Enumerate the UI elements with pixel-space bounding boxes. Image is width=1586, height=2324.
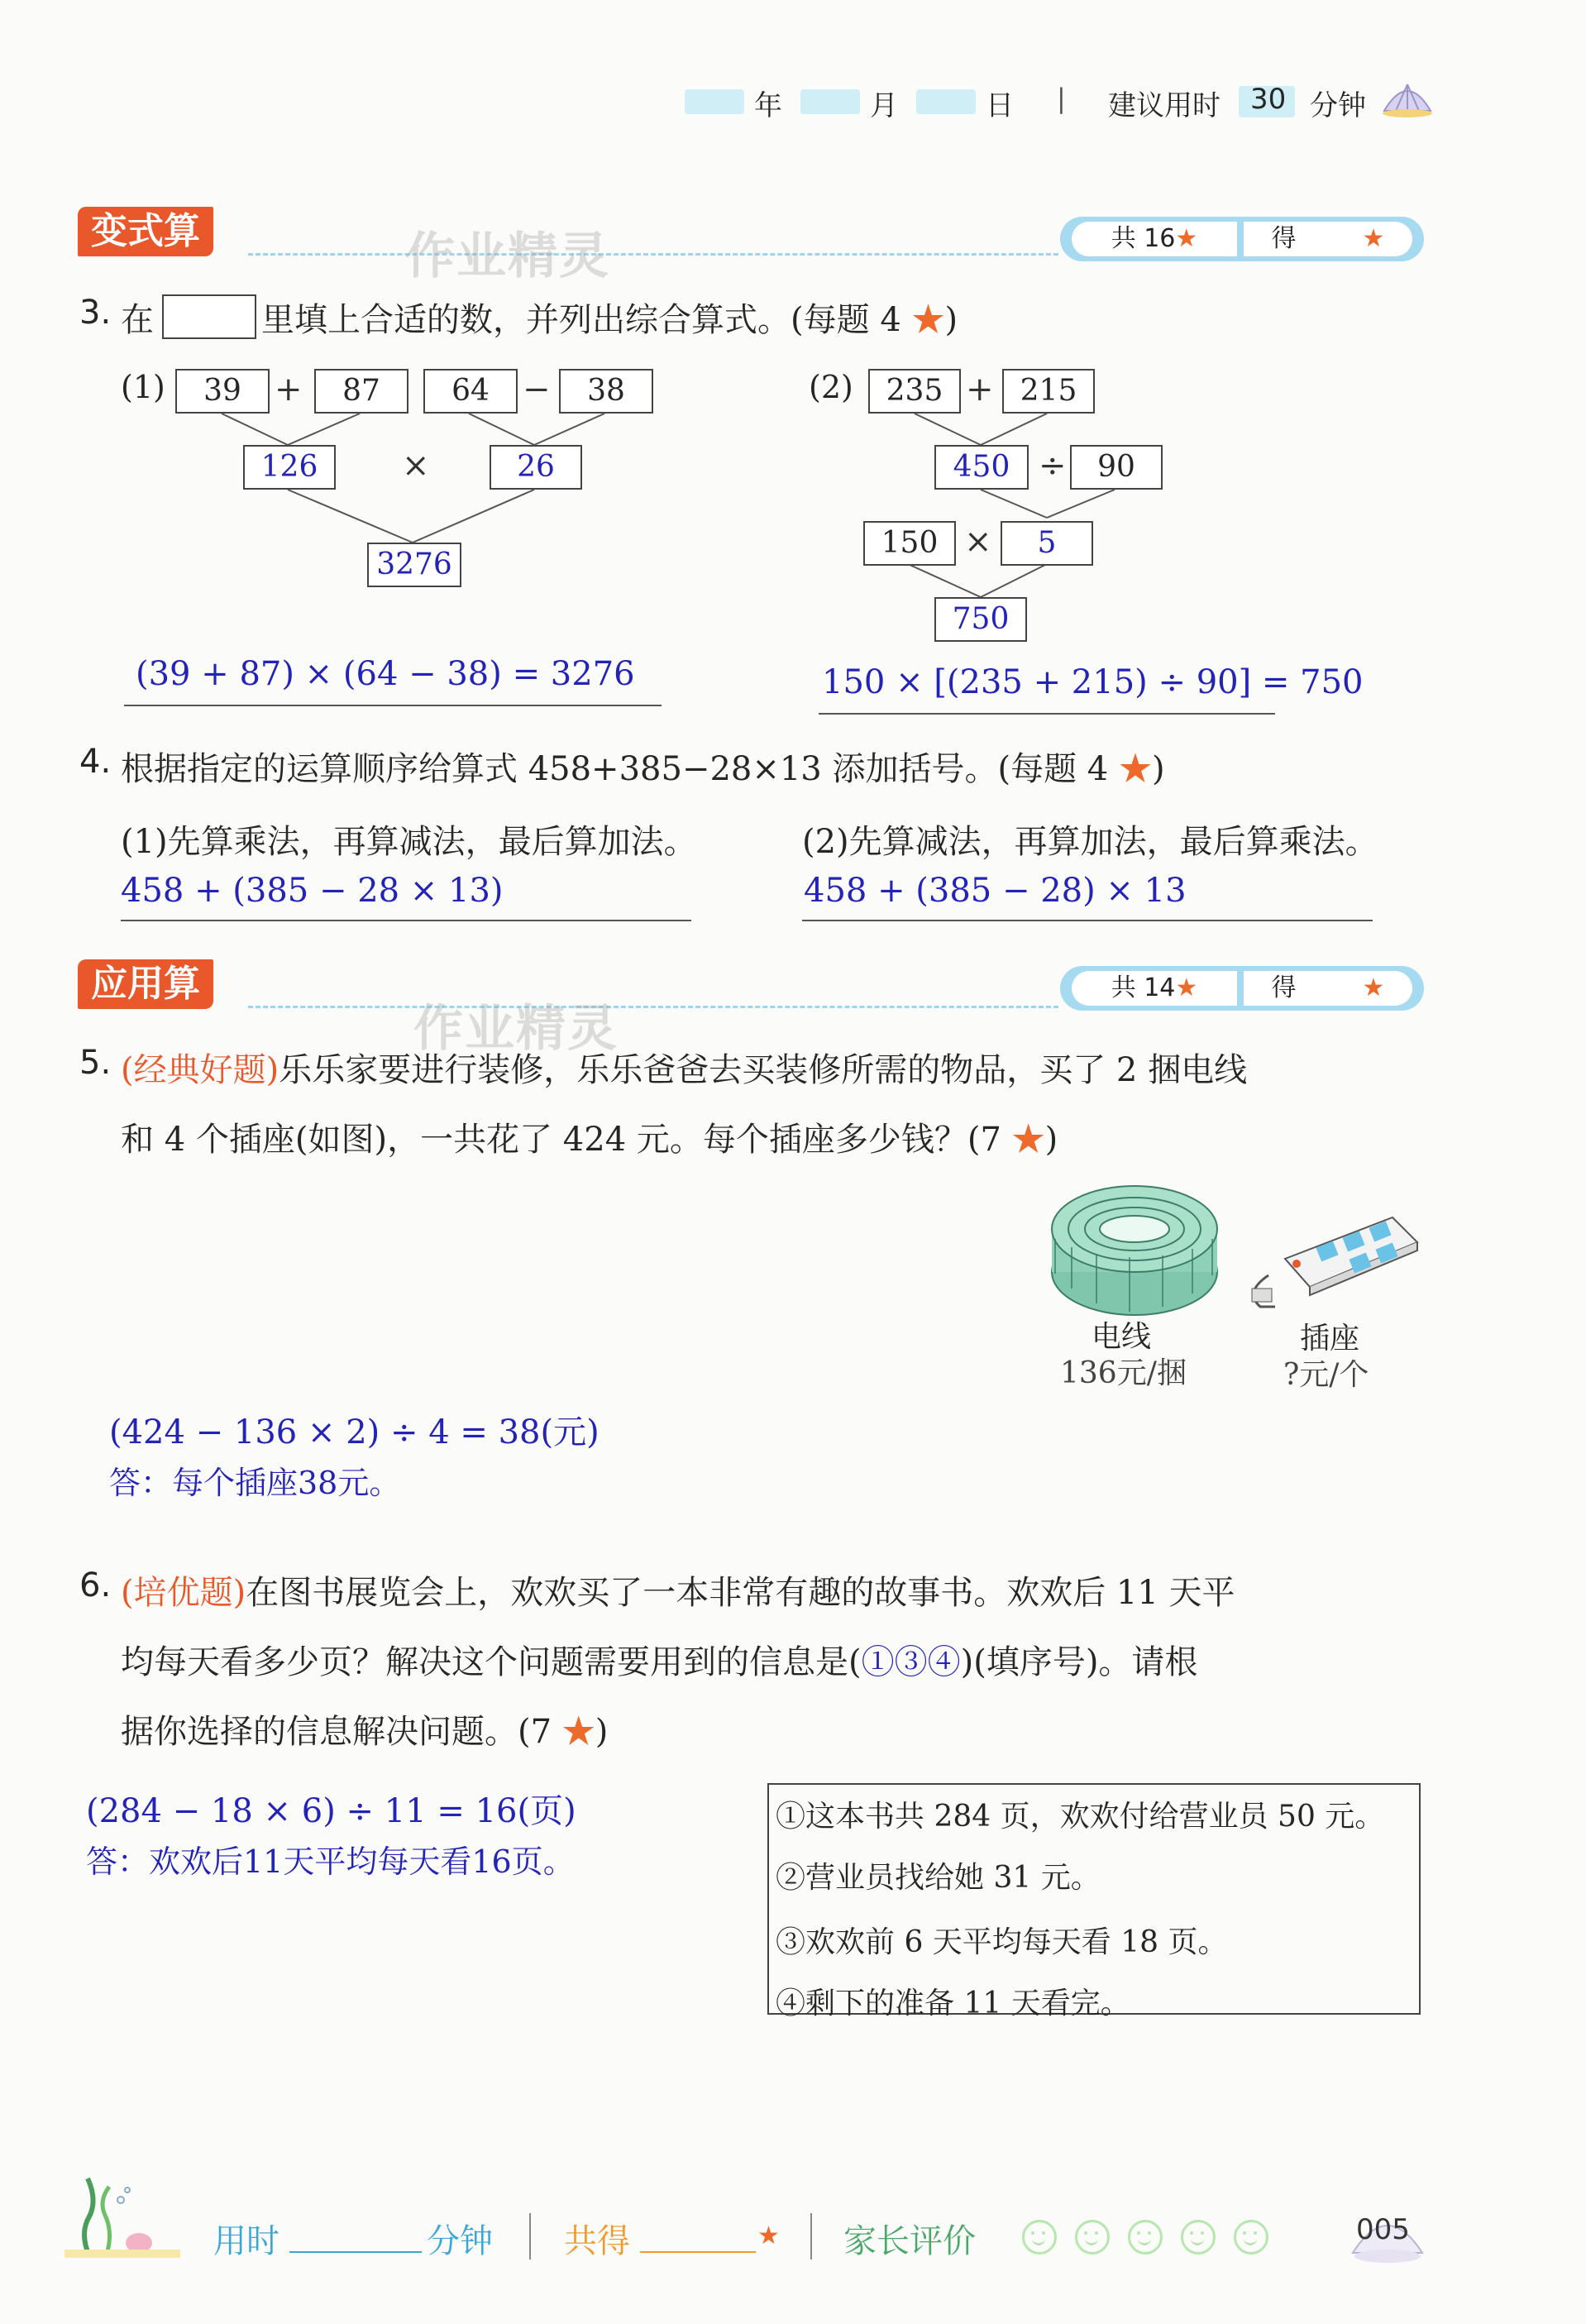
q5-line2 bbox=[121, 1113, 1058, 1160]
score-total: 共 14 bbox=[1111, 973, 1176, 1002]
footer-score-blank bbox=[640, 2251, 756, 2253]
suggest-minute-unit: 分钟 bbox=[1310, 89, 1366, 122]
header-separator: | bbox=[1057, 83, 1066, 114]
page-number: 005 bbox=[1356, 2213, 1410, 2246]
q3-p1-box4: 38 bbox=[559, 369, 653, 414]
q6-line3-text: 据你选择的信息解决问题。(7 bbox=[121, 1713, 552, 1751]
q4-close: ) bbox=[1151, 750, 1165, 788]
info-item-4: ④剩下的准备 11 天看完。 bbox=[776, 1987, 1130, 2020]
watermark: 作业精灵 bbox=[413, 1000, 619, 1058]
q4-instruction: 根据指定的运算顺序给算式 458+385−28×13 添加括号。(每题 4 bbox=[121, 750, 1109, 788]
q5-number: 5. bbox=[79, 1044, 112, 1082]
q6-line2 bbox=[121, 1636, 1197, 1683]
q3-p1-op1: + bbox=[275, 371, 303, 409]
suggest-time-label: 建议用时 bbox=[1108, 89, 1221, 122]
info-item-1: ①这本书共 284 页，欢欢付给营业员 50 元。 bbox=[776, 1800, 1385, 1834]
q3-p2-op2: ÷ bbox=[1039, 447, 1067, 485]
watermark: 作业精灵 bbox=[405, 227, 610, 285]
q3-p2-answer: 150 × [(235 + 215) ÷ 90] = 750 bbox=[822, 663, 1364, 701]
q5-line2-text: 和 4 个插座(如图)，一共花了 424 元。每个插座多少钱？(7 bbox=[121, 1121, 1001, 1159]
q3-number: 3. bbox=[79, 294, 112, 332]
q3-p1-op3: × bbox=[402, 447, 430, 485]
score-got-label: 得 bbox=[1271, 973, 1297, 1002]
q3-p1-answer-underline bbox=[124, 705, 662, 706]
score-total: 共 16 bbox=[1111, 224, 1176, 253]
q6-line3 bbox=[121, 1705, 608, 1753]
q5-close: ) bbox=[1044, 1121, 1058, 1159]
q3-prefix: 在 bbox=[121, 301, 154, 339]
q3-instruction: 里填上合适的数，并列出综合算式。(每题 4 bbox=[261, 301, 901, 339]
q6-number: 6. bbox=[79, 1566, 112, 1604]
q3-p2-mid2: 90 bbox=[1070, 445, 1163, 490]
q3-p2-result: 750 bbox=[934, 597, 1027, 642]
q6-line2-text: 均每天看多少页？解决这个问题需要用到的信息是( bbox=[121, 1643, 862, 1681]
q3-close: ) bbox=[944, 301, 958, 339]
footer-minute-unit: 分钟 bbox=[427, 2222, 493, 2260]
q6-fill-answer: ①③④ bbox=[861, 1643, 961, 1681]
q3-part1-label: (1) bbox=[121, 369, 165, 405]
q3-p2-box1: 235 bbox=[868, 369, 961, 414]
q3-p2-n1: 150 bbox=[863, 521, 956, 566]
score-total-segment bbox=[1072, 971, 1237, 1006]
q4-number: 4. bbox=[79, 743, 112, 781]
wire-price: 136元/捆 bbox=[1060, 1356, 1187, 1390]
footer-time-blank bbox=[289, 2251, 422, 2253]
q6-info-box bbox=[767, 1783, 1421, 2020]
q4-part2-text: (2)先算减法，再算加法，最后算乘法。 bbox=[802, 823, 1378, 861]
info-item-3: ③欢欢前 6 天平均每天看 18 页。 bbox=[776, 1925, 1228, 1959]
q4-part2-answer: 458 + (385 − 28) × 13 bbox=[804, 872, 1187, 910]
q5-answer-text: 答：每个插座38元。 bbox=[109, 1465, 401, 1501]
seaweed-illustration bbox=[64, 2167, 180, 2258]
q3-p2-op3: × bbox=[964, 523, 992, 561]
q6-close: ) bbox=[595, 1713, 609, 1751]
q3-p1-box2: 87 bbox=[314, 369, 408, 414]
q3-p2-mid1: 450 bbox=[934, 445, 1029, 490]
q3-p1-box1: 39 bbox=[175, 369, 270, 414]
star-icon: ★ bbox=[1108, 750, 1152, 788]
q3-p1-answer: (39 + 87) × (64 − 38) = 3276 bbox=[136, 655, 635, 693]
star-icon: ★ bbox=[1175, 224, 1198, 253]
rating-face-icon[interactable] bbox=[1181, 2220, 1216, 2255]
footer-divider bbox=[810, 2213, 812, 2259]
socket-label: 插座 bbox=[1300, 1322, 1360, 1356]
q6-tag: (培优题) bbox=[121, 1574, 246, 1612]
q4-part1-answer: 458 + (385 − 28 × 13) bbox=[121, 872, 504, 910]
footer-divider bbox=[529, 2213, 531, 2259]
q4-part1-text: (1)先算乘法，再算减法，最后算加法。 bbox=[121, 823, 697, 861]
footer-score-label: 共得 bbox=[564, 2222, 630, 2260]
q3-p2-answer-underline bbox=[819, 713, 1275, 715]
q3-p2-n2: 5 bbox=[1001, 521, 1093, 566]
footer-parent-label: 家长评价 bbox=[843, 2222, 976, 2260]
q6-line2-rest: )(填序号)。请根 bbox=[960, 1643, 1198, 1681]
rating-face-icon[interactable] bbox=[1234, 2220, 1268, 2255]
suggest-minutes: 30 bbox=[1250, 83, 1287, 116]
score-got-segment bbox=[1244, 971, 1412, 1006]
year-label: 年 bbox=[754, 89, 782, 122]
q3-p2-box2: 215 bbox=[1002, 369, 1095, 414]
star-icon: ★ bbox=[1001, 1121, 1045, 1159]
socket-price: ?元/个 bbox=[1283, 1358, 1369, 1392]
q3-p1-op2: − bbox=[523, 371, 551, 409]
rating-face-icon[interactable] bbox=[1022, 2220, 1057, 2255]
q3-p1-result: 3276 bbox=[367, 543, 461, 587]
month-label: 月 bbox=[870, 89, 898, 122]
q6-answer-text: 答：欢欢后11天平均每天看16页。 bbox=[86, 1843, 575, 1880]
star-icon: ★ bbox=[1175, 973, 1198, 1002]
q5-line1-text: 乐乐家要进行装修，乐乐爸爸去买装修所需的物品，买了 2 捆电线 bbox=[279, 1051, 1248, 1089]
score-got-label: 得 bbox=[1271, 224, 1297, 253]
q3-p1-connectors bbox=[0, 0, 1586, 662]
rating-face-icon[interactable] bbox=[1075, 2220, 1110, 2255]
q3-p1-box3: 64 bbox=[423, 369, 518, 414]
q6-line1-text: 在图书展览会上，欢欢买了一本非常有趣的故事书。欢欢后 11 天平 bbox=[246, 1574, 1235, 1612]
day-label: 日 bbox=[986, 89, 1014, 122]
q5-tag: (经典好题) bbox=[121, 1051, 279, 1089]
q4-text bbox=[121, 743, 1165, 790]
q3-part2-label: (2) bbox=[809, 369, 853, 405]
footer-time-label: 用时 bbox=[213, 2222, 279, 2260]
star-icon: ★ bbox=[552, 1713, 595, 1751]
q5-line1 bbox=[121, 1044, 1247, 1091]
q3-p2-op1: + bbox=[966, 371, 994, 409]
q3-p1-mid2: 26 bbox=[490, 445, 582, 490]
section-divider bbox=[248, 1006, 1058, 1008]
power-strip-icon bbox=[1235, 1209, 1426, 1308]
wire-label: 电线 bbox=[1092, 1320, 1152, 1354]
q4-part1-underline bbox=[121, 920, 691, 921]
q5-answer: (424 − 136 × 2) ÷ 4 = 38(元) bbox=[109, 1413, 600, 1451]
star-icon: ★ bbox=[1362, 973, 1385, 1002]
q3-p1-mid1: 126 bbox=[243, 445, 336, 490]
section-title-application: 应用算 bbox=[78, 959, 213, 1009]
info-item-2: ②营业员找给她 31 元。 bbox=[776, 1861, 1101, 1895]
q6-line1 bbox=[121, 1566, 1235, 1614]
wire-coil-icon bbox=[1047, 1181, 1222, 1320]
star-icon: ★ bbox=[900, 301, 945, 339]
star-icon: ★ bbox=[757, 2221, 780, 2250]
q6-answer: (284 − 18 × 6) ÷ 11 = 16(页) bbox=[86, 1792, 576, 1830]
section-title-variant: 变式算 bbox=[78, 207, 213, 256]
star-icon: ★ bbox=[1362, 224, 1385, 253]
rating-face-icon[interactable] bbox=[1128, 2220, 1163, 2255]
q4-part2-underline bbox=[802, 920, 1373, 921]
score-bar bbox=[1060, 966, 1424, 1011]
